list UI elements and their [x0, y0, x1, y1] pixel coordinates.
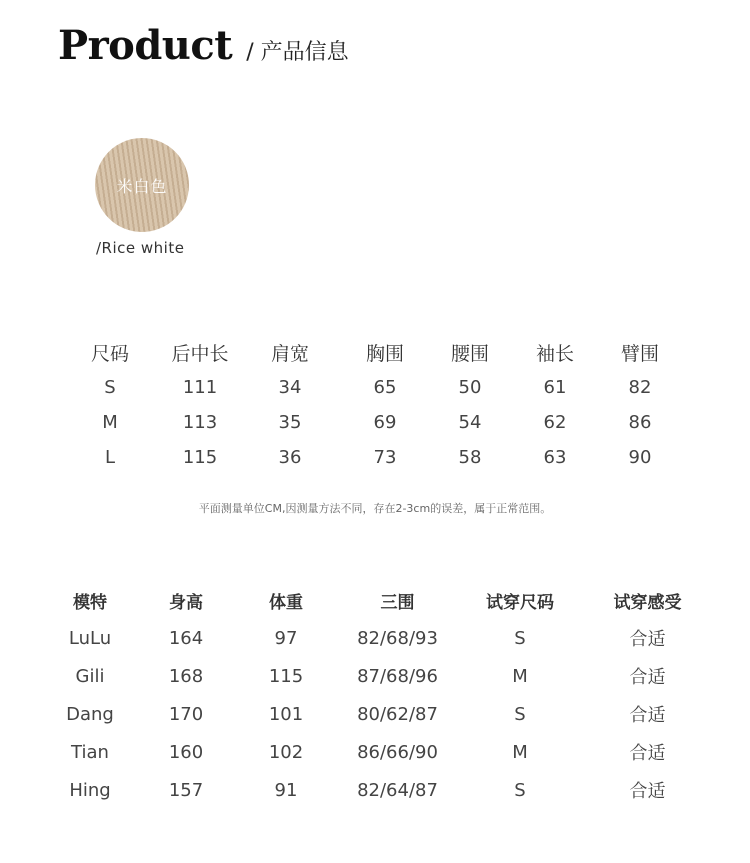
- table-cell: S: [104, 377, 116, 398]
- table-cell: 90: [628, 447, 652, 468]
- table-cell: 54: [458, 412, 482, 433]
- model-table: [40, 581, 720, 809]
- table-row: [40, 657, 720, 695]
- header-cell: 身高: [169, 592, 203, 613]
- table-cell: 87/68/96: [357, 665, 438, 687]
- header-cell: 试穿感受: [613, 592, 682, 613]
- size-table: [70, 334, 690, 475]
- table-cell: 160: [168, 741, 204, 763]
- table-cell: 157: [168, 779, 204, 801]
- header-cell: 肩宽: [270, 342, 309, 365]
- table-cell: 合适: [629, 667, 666, 688]
- header-cell: 臂围: [620, 342, 659, 365]
- table-cell: S: [514, 779, 526, 801]
- table-cell: 65: [373, 377, 397, 398]
- measurement-note: 平面测量单位CM,因测量方法不同，存在2-3cm的误差，属于正常范围。: [198, 502, 552, 515]
- table-cell: M: [512, 665, 528, 687]
- table-cell: 111: [182, 377, 218, 398]
- header-cell: 袖长: [535, 342, 574, 365]
- table-cell: 101: [268, 703, 304, 725]
- color-swatch: [95, 138, 189, 232]
- table-cell: 82: [628, 377, 652, 398]
- rib-fabric-swatch: [95, 138, 189, 232]
- table-cell: 合适: [629, 743, 666, 764]
- table-cell: LuLu: [68, 627, 112, 649]
- table-cell: 97: [274, 627, 298, 649]
- header-cell: 后中长: [171, 342, 229, 365]
- header-cell: 尺码: [90, 342, 129, 365]
- page-subtitle: / 产品信息: [246, 40, 349, 65]
- table-cell: Hing: [69, 779, 111, 801]
- table-cell: 170: [168, 703, 204, 725]
- table-cell: 168: [168, 665, 204, 687]
- header-cell: 试穿尺码: [486, 592, 554, 613]
- table-cell: 36: [278, 447, 302, 468]
- table-cell: 80/62/87: [357, 703, 438, 725]
- table-row: [40, 695, 720, 733]
- size-table-header: [70, 334, 690, 370]
- table-cell: 62: [543, 412, 567, 433]
- header-cell: 腰围: [450, 342, 489, 365]
- table-cell: 合适: [629, 705, 666, 726]
- swatch-label: 米白色: [116, 176, 168, 196]
- page-header: [58, 22, 349, 69]
- table-cell: S: [514, 627, 526, 649]
- model-table-header: [40, 581, 720, 619]
- table-cell: 69: [373, 412, 397, 433]
- table-row: [40, 733, 720, 771]
- table-cell: 91: [274, 779, 298, 801]
- table-cell: Gili: [75, 665, 105, 687]
- table-cell: 61: [543, 377, 567, 398]
- table-cell: 102: [268, 741, 304, 763]
- table-row: [40, 619, 720, 657]
- header-cell: 模特: [73, 592, 107, 613]
- table-cell: 113: [182, 412, 218, 433]
- table-row: [70, 405, 690, 440]
- header-cell: 胸围: [365, 342, 404, 365]
- table-cell: M: [512, 741, 528, 763]
- table-cell: 82/68/93: [357, 627, 438, 649]
- table-cell: Dang: [66, 703, 114, 725]
- table-cell: 115: [182, 447, 218, 468]
- color-caption: /Rice white: [96, 239, 185, 257]
- table-cell: 73: [373, 447, 397, 468]
- table-cell: 82/64/87: [357, 779, 438, 801]
- table-cell: L: [104, 447, 116, 468]
- table-row: [40, 771, 720, 809]
- table-row: [70, 440, 690, 475]
- table-cell: 115: [268, 665, 304, 687]
- table-cell: 合适: [629, 781, 666, 802]
- table-cell: 35: [278, 412, 302, 433]
- table-cell: Tian: [71, 741, 109, 763]
- table-cell: 合适: [629, 629, 666, 650]
- table-row: [70, 370, 690, 405]
- table-cell: 63: [543, 447, 567, 468]
- table-cell: 34: [278, 377, 302, 398]
- table-cell: M: [102, 412, 118, 433]
- table-cell: S: [514, 703, 526, 725]
- header-cell: 三围: [380, 592, 415, 613]
- table-cell: 50: [458, 377, 482, 398]
- table-cell: 86/66/90: [357, 741, 438, 763]
- table-cell: 58: [458, 447, 482, 468]
- header-cell: 体重: [269, 592, 303, 613]
- page-title: Product: [58, 22, 233, 69]
- table-cell: 86: [628, 412, 652, 433]
- table-cell: 164: [168, 627, 204, 649]
